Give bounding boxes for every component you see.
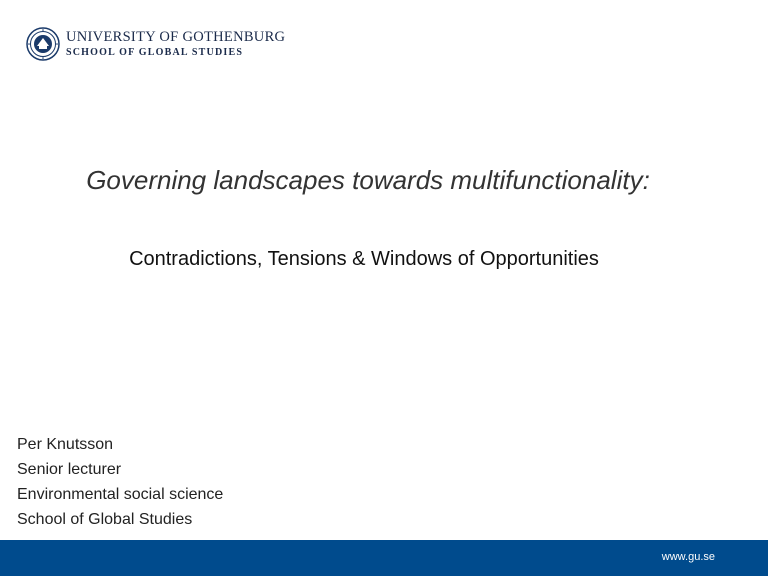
author-position: Senior lecturer: [17, 461, 122, 478]
slide-subtitle: Contradictions, Tensions & Windows of Opportunities: [129, 248, 599, 270]
author-name: Per Knutsson: [17, 436, 114, 453]
header-text: [66, 30, 285, 59]
footer-bar: [0, 540, 768, 576]
school-name: SCHOOL OF GLOBAL STUDIES: [66, 47, 244, 59]
author-block: [17, 432, 223, 532]
author-school: School of Global Studies: [17, 511, 193, 528]
university-seal-icon: [26, 27, 60, 61]
author-field: Environmental social science: [17, 486, 224, 503]
slide-header: [26, 26, 285, 62]
slide-title: Governing landscapes towards multifunctionality:: [86, 165, 650, 195]
university-name: UNIVERSITY OF GOTHENBURG: [66, 28, 286, 45]
footer-url: www.gu.se: [661, 551, 715, 563]
